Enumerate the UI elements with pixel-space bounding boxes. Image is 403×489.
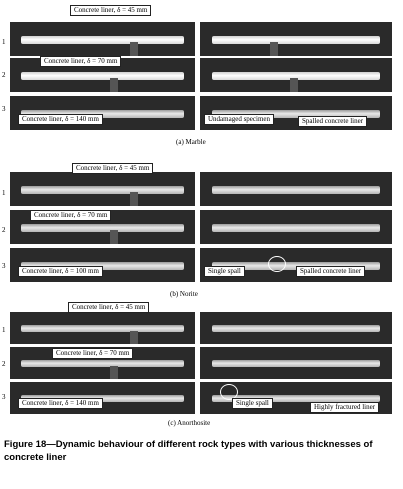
photo-label: Concrete liner, δ = 140 mm (18, 398, 103, 409)
row-number: 3 (2, 393, 6, 401)
spall-highlight-circle (268, 256, 286, 272)
row-number: 1 (2, 38, 6, 46)
photo-label: Concrete liner, δ = 70 mm (30, 210, 111, 221)
photo-label: Concrete liner, δ = 70 mm (52, 348, 133, 359)
specimen-photo (200, 347, 392, 379)
photo-label: Concrete liner, δ = 45 mm (70, 5, 151, 16)
panel-caption: (a) Marble (176, 138, 206, 146)
specimen-photo (200, 312, 392, 344)
row-number: 2 (2, 71, 6, 79)
specimen-photo (200, 210, 392, 244)
photo-label: Concrete liner, δ = 70 mm (40, 56, 121, 67)
row-number: 2 (2, 226, 6, 234)
specimen-photo (200, 22, 392, 56)
photo-label: Spalled concrete liner (296, 266, 365, 277)
specimen-photo (10, 312, 195, 344)
photo-label: Single spall (232, 398, 273, 409)
photo-label: Undamaged specimen (204, 114, 274, 125)
row-number: 3 (2, 262, 6, 270)
row-number: 2 (2, 360, 6, 368)
photo-label: Spalled concrete liner (298, 116, 367, 127)
row-number: 1 (2, 326, 6, 334)
photo-label: Concrete liner, δ = 100 mm (18, 266, 103, 277)
specimen-photo (10, 22, 195, 56)
figure-caption: Figure 18—Dynamic behaviour of different rock types with various thicknesses of concrete liner (4, 439, 373, 463)
photo-label: Concrete liner, δ = 140 mm (18, 114, 103, 125)
specimen-photo (200, 58, 392, 92)
specimen-photo (10, 172, 195, 206)
photo-label: Concrete liner, δ = 45 mm (68, 302, 149, 313)
photo-label: Concrete liner, δ = 45 mm (72, 163, 153, 174)
photo-label: Highly fractured liner (310, 402, 379, 413)
panel-caption: (b) Norite (170, 290, 198, 298)
panel-caption: (c) Anorthosite (168, 419, 211, 427)
row-number: 1 (2, 189, 6, 197)
row-number: 3 (2, 105, 6, 113)
specimen-photo (200, 172, 392, 206)
photo-label: Single spall (204, 266, 245, 277)
